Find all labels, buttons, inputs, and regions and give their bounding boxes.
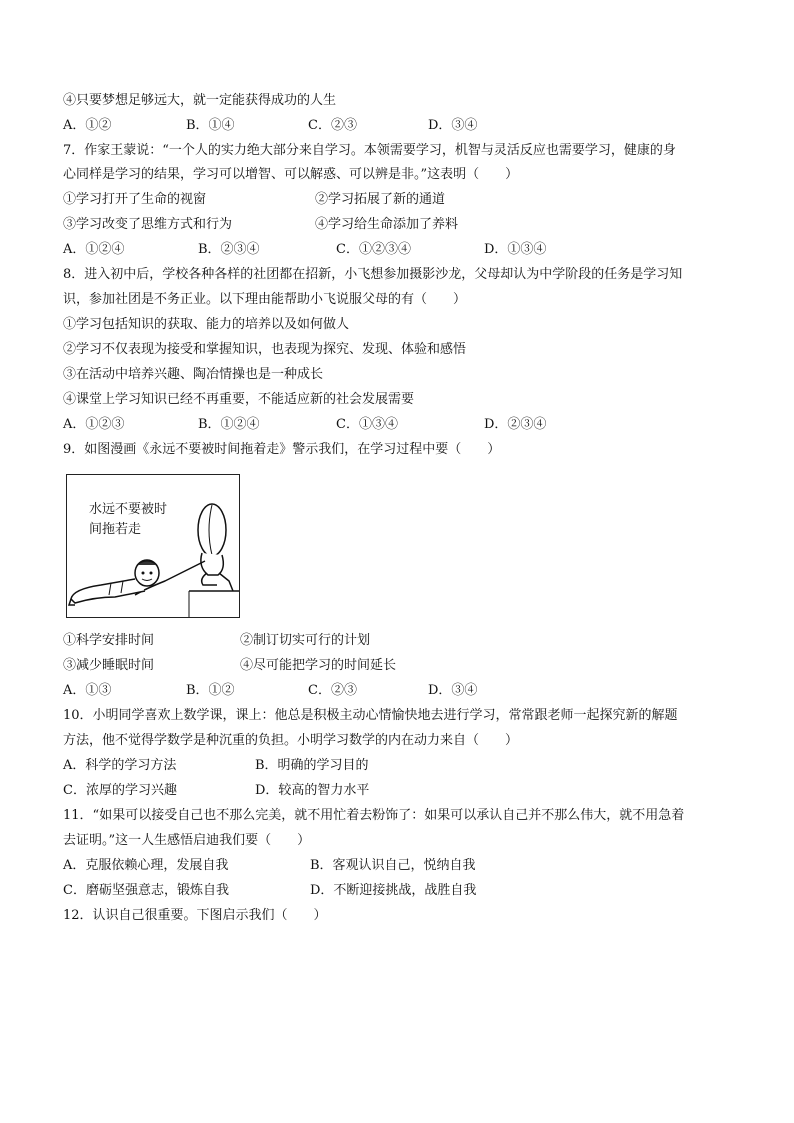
cartoon-caption-line-2: 间拖若走 <box>89 522 142 537</box>
q7-statement-3: ③学习改变了思维方式和行为 <box>63 217 233 232</box>
q9-option-a: A．①③ <box>63 683 112 698</box>
q8-statement-2: ②学习不仅表现为接受和掌握知识，也表现为探究、发现、体验和感悟 <box>63 342 467 357</box>
q7-option-b: B．②③④ <box>198 242 260 257</box>
q8-option-c: C．①③④ <box>336 417 398 432</box>
q11-stem-line-2: 去证明。”这一人生感悟启迪我们要（ ） <box>63 833 311 848</box>
q10-option-c: C．浓厚的学习兴趣 <box>63 783 177 798</box>
q10-option-d: D．较高的智力水平 <box>255 783 370 798</box>
q11-stem-line-1: 11．“如果可以接受自己也不那么完美，就不用忙着去粉饰了：如果可以承认自己并不那么伟大，就不用急着 <box>63 808 685 823</box>
q7-stem-line-2: 心同样是学习的结果，学习可以增智、可以解惑、可以辨是非。”这表明（ ） <box>63 167 519 182</box>
q9-statement-4: ④尽可能把学习的时间延长 <box>240 658 397 673</box>
q7-statement-4: ④学习给生命添加了养料 <box>315 217 459 232</box>
q10-stem-line-1: 10．小明同学喜欢上数学课，课上：他总是积极主动心情愉快地去进行学习，常常跟老师一起探究新的解题 <box>63 708 678 723</box>
cartoon-figure <box>66 474 240 618</box>
q8-stem-line-1: 8．进入初中后，学校各种各样的社团都在招新，小飞想参加摄影沙龙，父母却认为中学阶段的任务是学习知 <box>63 267 683 282</box>
q9-option-b: B．①② <box>186 683 235 698</box>
q6-statement-4: ④只要梦想足够远大，就一定能获得成功的人生 <box>63 93 337 108</box>
q8-option-a: A．①②③ <box>63 417 125 432</box>
q8-option-d: D．②③④ <box>484 417 547 432</box>
q8-option-b: B．①②④ <box>198 417 260 432</box>
q11-option-c: C．磨砺坚强意志，锻炼自我 <box>63 883 229 898</box>
q11-option-a: A．克服依赖心理，发展自我 <box>63 858 229 873</box>
q9-statement-3: ③减少睡眠时间 <box>63 658 155 673</box>
q7-option-d: D．①③④ <box>484 242 547 257</box>
q7-option-a: A．①②④ <box>63 242 125 257</box>
q9-option-c: C．②③ <box>308 683 357 698</box>
q9-statement-2: ②制订切实可行的计划 <box>240 633 371 648</box>
q7-option-c: C．①②③④ <box>336 242 411 257</box>
q8-stem-line-2: 识，参加社团是不务正业。以下理由能帮助小飞说服父母的有（ ） <box>63 292 467 307</box>
q12-stem: 12．认识自己很重要。下图启示我们（ ） <box>63 908 327 923</box>
q7-statement-1: ①学习打开了生命的视窗 <box>63 192 207 207</box>
q9-option-d: D．③④ <box>428 683 478 698</box>
q8-statement-4: ④课堂上学习知识已经不再重要，不能适应新的社会发展需要 <box>63 392 415 407</box>
q9-statement-1: ①科学安排时间 <box>63 633 155 648</box>
q6-option-a: A．①② <box>63 118 112 133</box>
q7-statement-2: ②学习拓展了新的通道 <box>315 192 446 207</box>
q10-option-b: B．明确的学习目的 <box>255 758 369 773</box>
q6-option-c: C．②③ <box>308 118 357 133</box>
q9-stem: 9．如图漫画《永远不要被时间拖着走》警示我们，在学习过程中要（ ） <box>63 442 501 457</box>
q10-option-a: A．科学的学习方法 <box>63 758 177 773</box>
q8-statement-3: ③在活动中培养兴趣、陶冶情操也是一种成长 <box>63 367 324 382</box>
q8-statement-1: ①学习包括知识的获取、能力的培养以及如何做人 <box>63 317 350 332</box>
q10-stem-line-2: 方法，他不觉得学数学是种沉重的负担。小明学习数学的内在动力来自（ ） <box>63 733 519 748</box>
q7-stem-line-1: 7．作家王蒙说：“一个人的实力绝大部分来自学习。本领需要学习，机智与灵活反应也需要学习，健康的身 <box>63 143 676 158</box>
cartoon-caption-line-1: 水远不要被时 <box>89 502 168 517</box>
q11-option-d: D．不断迎接挑战，战胜自我 <box>310 883 477 898</box>
q6-option-b: B．①④ <box>186 118 235 133</box>
q11-option-b: B．客观认识自己，悦纳自我 <box>310 858 476 873</box>
cartoon-drawing <box>67 475 239 617</box>
q6-option-d: D．③④ <box>428 118 478 133</box>
